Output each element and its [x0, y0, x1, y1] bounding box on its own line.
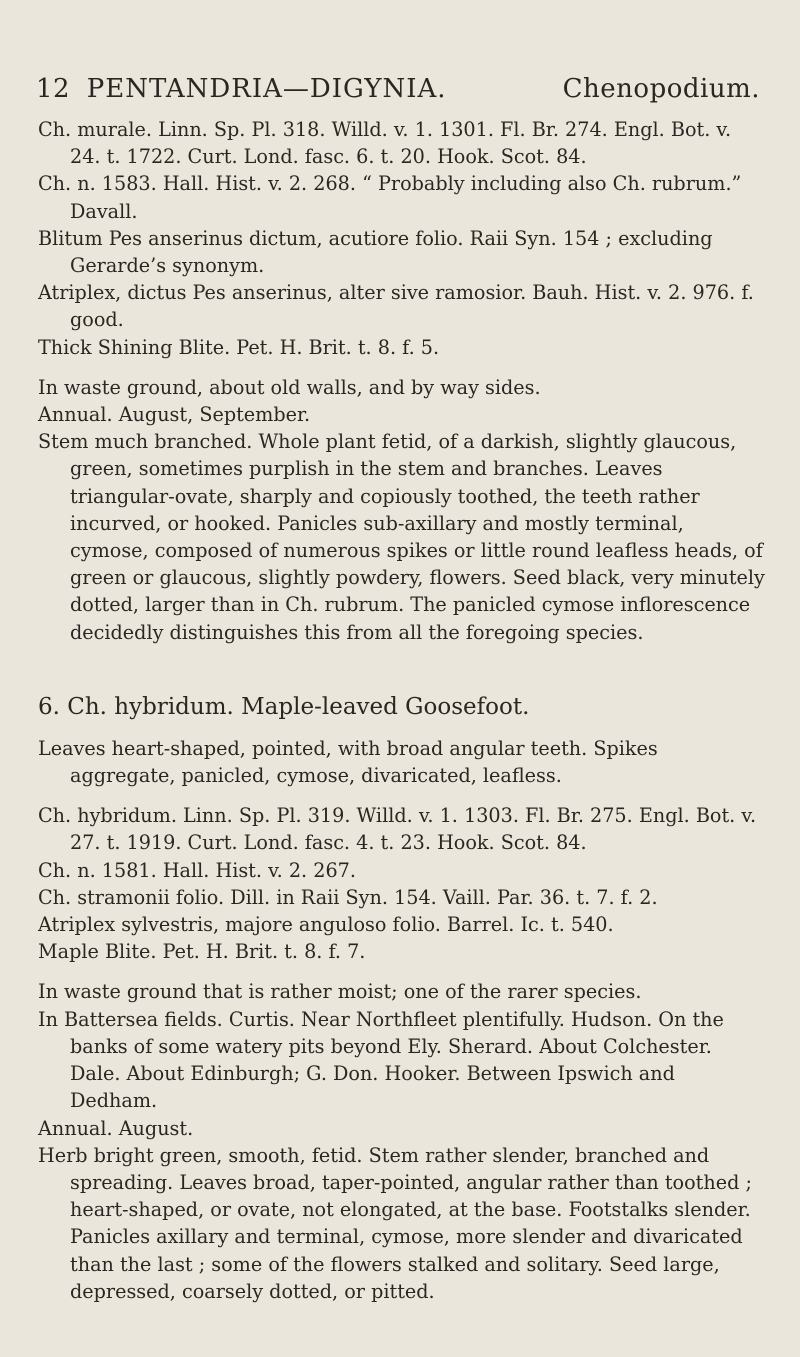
- synonym-entry: Ch. murale. Linn. Sp. Pl. 318. Willd. v. 1. 1301. Fl. Br. 274. Engl. Bot. v. 24. t. 1722. Curt. Lond. fasc. 6. t. 20. Hook. Scot. 84.: [38, 118, 732, 169]
- synonym-entry: Thick Shining Blite. Pet. H. Brit. t. 8. f. 5.: [38, 335, 440, 359]
- duration-note: Annual. August.: [38, 1116, 194, 1140]
- page-body: [38, 116, 766, 1305]
- duration-note: Annual. August, September.: [38, 403, 311, 427]
- synonym-entry: Atriplex sylvestris, majore anguloso folio. Barrel. Ic. t. 540.: [38, 913, 614, 937]
- synonym-entry: Ch. n. 1581. Hall. Hist. v. 2. 267.: [38, 858, 356, 882]
- genus-title: Chenopodium.: [562, 74, 760, 104]
- habitat-note: In waste ground, about old walls, and by way sides.: [38, 375, 541, 399]
- running-title: PENTANDRIA—DIGYNIA.: [86, 74, 447, 104]
- synonym-entry: Atriplex, dictus Pes anserinus, alter sive ramosior. Bauh. Hist. v. 2. 976. f. good.: [38, 281, 754, 332]
- description-note: Herb bright green, smooth, fetid. Stem rather slender, branched and spreading. Leaves broad, taper-pointed, angular rather than toothed ; heart-shaped, or ovate, not elongated, at the base. Footstalks slender. Panicles axillary and terminal, cymose, more slender and divaricated than the last ; some of the flowers stalked and solitary. Seed large, depressed, coarsely dotted, or pitted.: [38, 1143, 752, 1303]
- habitat-note: In waste ground that is rather moist; one of the rarer species.: [38, 980, 642, 1004]
- synonym-entry: Ch. hybridum. Linn. Sp. Pl. 319. Willd. v. 1. 1303. Fl. Br. 275. Engl. Bot. v. 27. t. 1919. Curt. Lond. fasc. 4. t. 23. Hook. Scot. 84.: [38, 804, 757, 855]
- synonym-entry: Ch. stramonii folio. Dill. in Raii Syn. 154. Vaill. Par. 36. t. 7. f. 2.: [38, 885, 658, 909]
- description-note: Stem much branched. Whole plant fetid, of a darkish, slightly glaucous, green, sometimes purplish in the stem and branches. Leaves triangular-ovate, sharply and copiously toothed, the teeth rather incurved, or hooked. Panicles sub-axillary and mostly terminal, cymose, composed of numerous spikes or little round leafless heads, of green or glaucous, slightly powdery, flowers. Seed black, very minutely dotted, larger than in Ch. rubrum. The panicled cymose inflorescence decidedly distinguishes this from all the foregoing species.: [38, 430, 765, 644]
- page-number: 12: [36, 74, 71, 104]
- synonym-entry: Ch. n. 1583. Hall. Hist. v. 2. 268. “ Probably including also Ch. rubrum.” Davall.: [38, 172, 742, 223]
- species-heading: 6. Ch. hybridum. Maple-leaved Goosefoot.: [38, 693, 530, 720]
- synonym-entry: Blitum Pes anserinus dictum, acutiore folio. Raii Syn. 154 ; excluding Gerarde’s synonym.: [38, 226, 713, 278]
- locality-note: In Battersea fields. Curtis. Near Northfleet plentifully. Hudson. On the banks of some watery pits beyond Ely. Sherard. About Colchester. Dale. About Edinburgh; G. Don. Hooker. Between Ipswich and Dedham.: [38, 1007, 724, 1113]
- page-header: [36, 72, 766, 106]
- species-diagnosis: Leaves heart-shaped, pointed, with broad angular teeth. Spikes aggregate, panicled, cymose, divaricated, leafless.: [38, 736, 658, 788]
- synonym-entry: Maple Blite. Pet. H. Brit. t. 8. f. 7.: [38, 940, 366, 964]
